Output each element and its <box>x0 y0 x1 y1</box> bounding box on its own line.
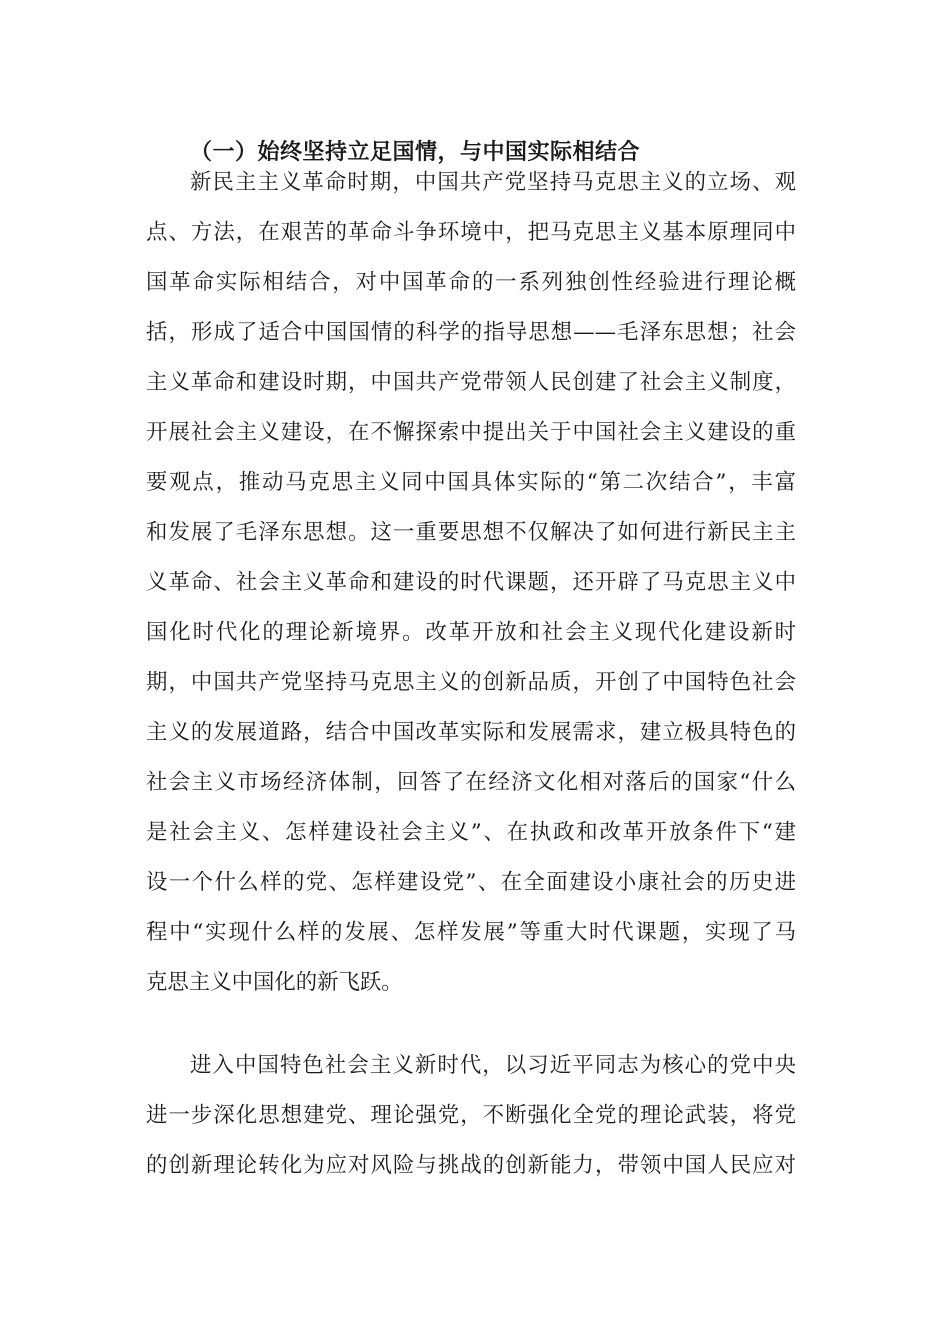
paragraph-line: 设一个什么样的党、怎样建设党”、在全面建设小康社会的历史进 <box>146 870 796 895</box>
paragraph-line: 主义的发展道路，结合中国改革实际和发展需求，建立极具特色的 <box>146 720 796 745</box>
paragraph-line: 是社会主义、怎样建设社会主义”、在执政和改革开放条件下“建 <box>146 820 796 845</box>
paragraph-line: 义革命、社会主义革命和建设的时代课题，还开辟了马克思主义中 <box>146 570 796 595</box>
paragraph-line: 的创新理论转化为应对风险与挑战的创新能力，带领中国人民应对 <box>146 1153 796 1178</box>
paragraph-line: 程中“实现什么样的发展、怎样发展”等重大时代课题，实现了马 <box>146 920 796 945</box>
paragraph-line: 克思主义中国化的新飞跃。 <box>146 970 403 995</box>
paragraph-line: 进一步深化思想建党、理论强党，不断强化全党的理论武装，将党 <box>146 1103 796 1128</box>
paragraph-1 <box>146 158 796 1008</box>
paragraph-line: 和发展了毛泽东思想。这一重要思想不仅解决了如何进行新民主主 <box>146 520 796 545</box>
paragraph-line: 进入中国特色社会主义新时代，以习近平同志为核心的党中央 <box>190 1053 796 1078</box>
paragraph-line: 国革命实际相结合，对中国革命的一系列独创性经验进行理论概 <box>146 270 796 295</box>
paragraph-line: 期，中国共产党坚持马克思主义的创新品质，开创了中国特色社会 <box>146 670 796 695</box>
paragraph-line: 要观点，推动马克思主义同中国具体实际的“第二次结合”，丰富 <box>146 470 796 495</box>
section-heading: （一）始终坚持立足国情，与中国实际相结合 <box>190 140 641 165</box>
paragraph-line: 括，形成了适合中国国情的科学的指导思想——毛泽东思想；社会 <box>146 320 796 345</box>
paragraph-line: 点、方法，在艰苦的革命斗争环境中，把马克思主义基本原理同中 <box>146 220 796 245</box>
paragraph-line: 主义革命和建设时期，中国共产党带领人民创建了社会主义制度， <box>146 370 796 395</box>
paragraph-2 <box>146 1041 796 1191</box>
paragraph-line: 新民主主义革命时期，中国共产党坚持马克思主义的立场、观 <box>190 170 796 195</box>
paragraph-line: 社会主义市场经济体制，回答了在经济文化相对落后的国家“什么 <box>146 770 796 795</box>
paragraph-line: 开展社会主义建设，在不懈探索中提出关于中国社会主义建设的重 <box>146 420 796 445</box>
paragraph-line: 国化时代化的理论新境界。改革开放和社会主义现代化建设新时 <box>146 620 796 645</box>
